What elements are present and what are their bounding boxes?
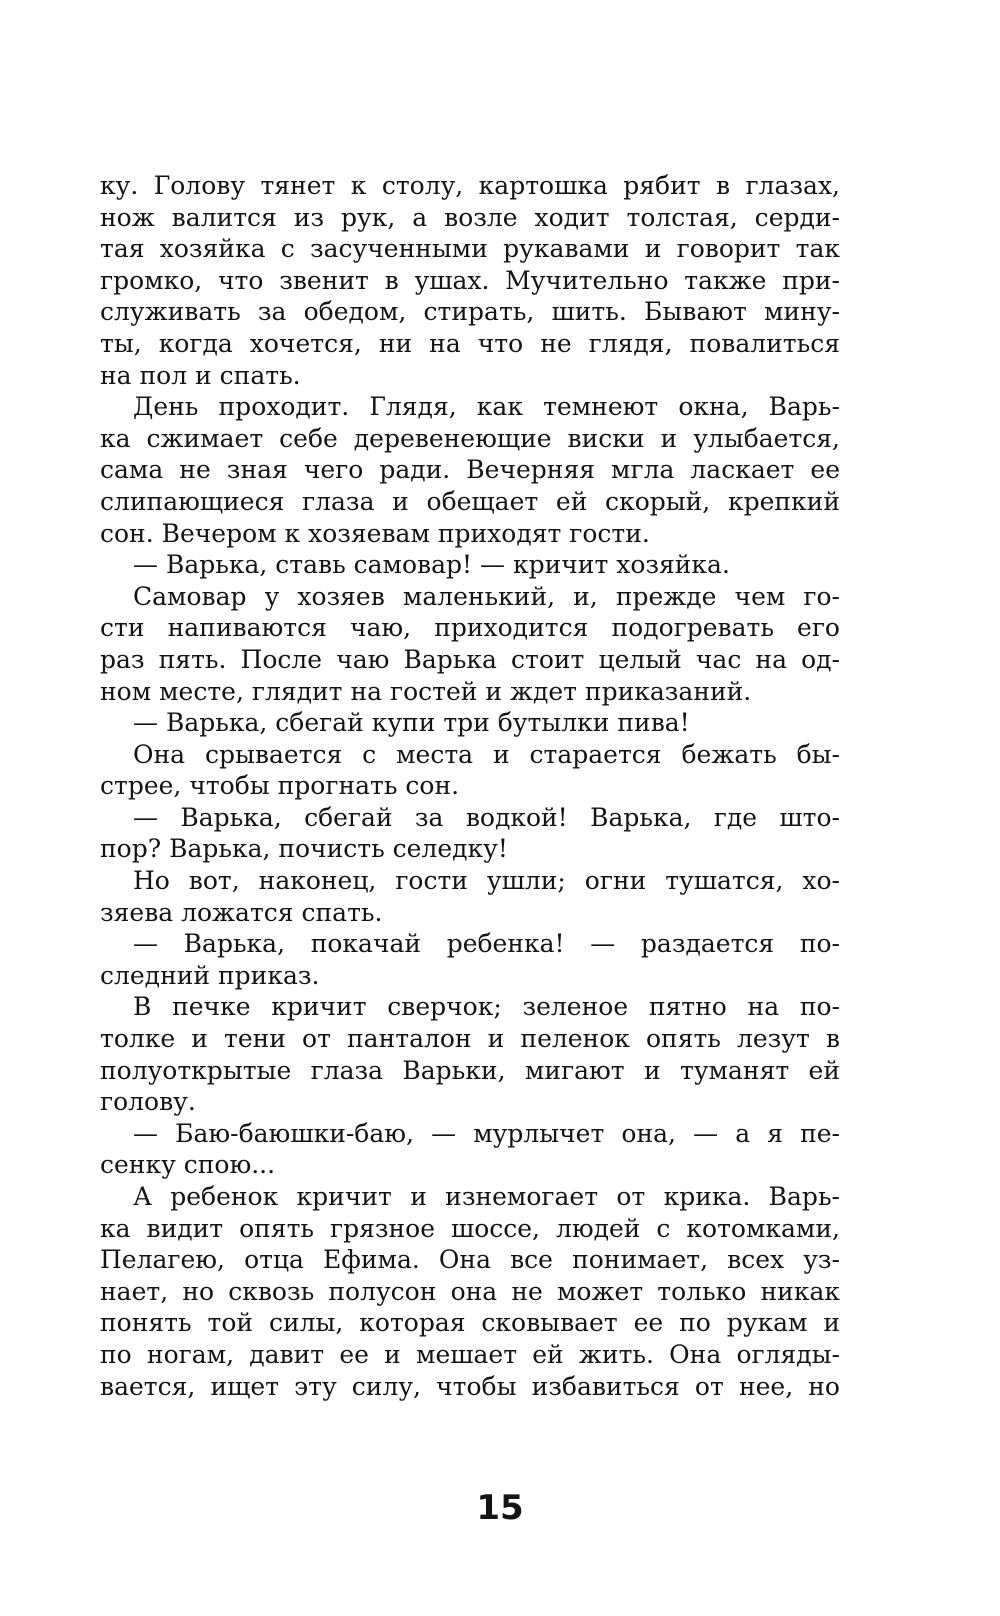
paragraph [100,991,840,1117]
text-line: сон. Вечером к хозяевам приходят гости. [100,518,650,548]
paragraph [100,391,840,549]
text-line: — Варька, покачай ребенка! — раздается по- [133,929,840,959]
text-line: ку. Голову тянет к столу, картошка рябит в глазах, [100,171,840,200]
text-line: Но вот, наконец, гости ушли; огни тушатся, хо- [133,866,840,896]
text-line: следний приказ. [100,960,320,990]
text-line: сенку спою... [100,1150,276,1180]
text-line: на пол и спать. [100,360,301,390]
paragraph [100,1118,840,1181]
text-line: В печке кричит сверчок; зеленое пятно на по- [133,992,840,1022]
text-line: ном месте, глядит на гостей и ждет приказаний. [100,676,752,706]
page-number: 15 [476,1488,524,1528]
paragraph [100,707,840,739]
text-line: вается, ищет эту силу, чтобы избавиться от нее, но [100,1371,840,1401]
text-line: по ногам, давит ее и мешает ей жить. Она огляды- [100,1339,840,1369]
text-line: А ребенок кричит и изнемогает от крика. Варь- [133,1182,840,1211]
text-line: голову. [100,1087,196,1117]
text-line: нает, но сквозь полусон она не может только никак [100,1276,840,1306]
text-line: сти напиваются чаю, приходится подогревать его [100,613,840,643]
text-line: — Варька, сбегай купи три бутылки пива! [133,708,690,738]
paragraph [100,928,840,991]
text-line: Пелагею, отца Ефима. Она все понимает, всех уз- [100,1245,840,1275]
text-line: громко, что звенит в ушах. Мучительно также при- [100,265,840,295]
text-line: ка сжимает себе деревенеющие виски и улыбается, [100,423,840,453]
paragraph [100,581,840,707]
text-line: Самовар у хозяев маленький, и, прежде чем го- [133,581,840,611]
text-line: День проходит. Глядя, как темнеют окна, Варь- [133,392,840,422]
paragraph [100,1181,840,1402]
text-line: Она срывается с места и старается бежать бы- [133,739,840,769]
page-body-text [100,170,840,1402]
text-line: ты, когда хочется, ни на что не глядя, повалиться [100,328,840,358]
text-line: стрее, чтобы прогнать сон. [100,771,460,801]
text-line: пор? Варька, почисть селедку! [100,834,508,864]
paragraph [100,865,840,928]
text-line: слипающиеся глаза и обещает ей скорый, крепкий [100,486,840,516]
paragraph [100,802,840,865]
text-line: служивать за обедом, стирать, шить. Бывают мину- [100,297,840,327]
text-line: — Варька, ставь самовар! — кричит хозяйка. [133,550,730,580]
text-line: — Баю-баюшки-баю, — мурлычет она, — а я пе- [133,1118,840,1148]
text-line: толке и тени от панталон и пеленок опять лезут в [100,1024,840,1054]
text-line: понять той силы, которая сковывает ее по рукам и [100,1308,840,1338]
text-line: — Варька, сбегай за водкой! Варька, где што- [133,802,840,832]
paragraph [100,549,840,581]
paragraph [100,739,840,802]
text-line: тая хозяйка с засученными рукавами и говорит так [100,234,840,264]
text-line: зяева ложатся спать. [100,897,383,927]
paragraph [100,170,840,391]
text-line: сама не зная чего ради. Вечерняя мгла ласкает ее [100,455,840,485]
text-line: ка видит опять грязное шоссе, людей с котомками, [100,1213,840,1243]
text-line: раз пять. После чаю Варька стоит целый час на од- [100,644,840,674]
text-line: полуоткрытые глаза Варьки, мигают и туманят ей [100,1055,840,1085]
text-line: нож валится из рук, а возле ходит толстая, серди- [100,202,840,232]
